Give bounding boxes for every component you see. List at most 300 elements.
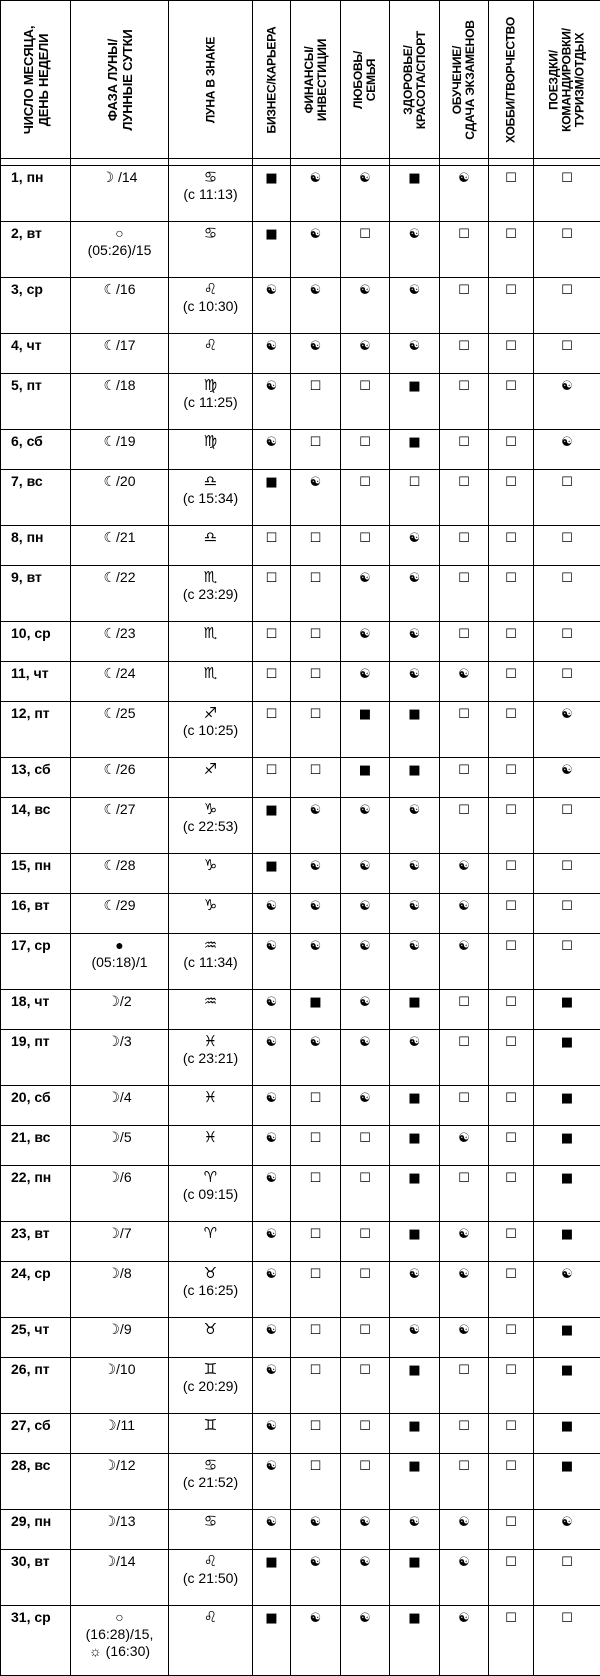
moon-phase-cell	[71, 278, 169, 334]
filled-square-icon: ■	[561, 1324, 573, 1337]
moon-phase-cell	[71, 222, 169, 278]
sign-change-time: (с 15:34)	[169, 490, 252, 507]
finance-cell	[291, 702, 341, 758]
yin-yang-icon: ☯	[561, 708, 573, 721]
sign-change-time: (с 16:25)	[169, 1282, 252, 1299]
header-spacer-row	[1, 159, 600, 166]
moon-phase-cell	[71, 1510, 169, 1550]
business-cell	[253, 1126, 291, 1166]
empty-square-icon: ☐	[561, 172, 573, 185]
moon-phase-icon: ☽/3	[71, 1033, 168, 1050]
empty-square-icon: ☐	[310, 380, 322, 393]
health-cell	[390, 526, 440, 566]
moon-phase-icon: ☽/4	[71, 1089, 168, 1106]
health-cell	[390, 1262, 440, 1318]
filled-square-icon: ■	[561, 996, 573, 1009]
business-cell	[253, 1086, 291, 1126]
filled-square-icon: ■	[408, 764, 420, 777]
yin-yang-icon: ☯	[359, 572, 371, 585]
table-row	[1, 166, 600, 222]
zodiac-icon: ♍	[169, 377, 252, 394]
moon-phase-icon: ☾/16	[71, 281, 168, 298]
day-cell: 30, вт	[1, 1550, 71, 1606]
yin-yang-icon: ☯	[561, 380, 573, 393]
hobby-cell	[489, 1222, 534, 1262]
finance-cell	[291, 278, 341, 334]
yin-yang-icon: ☯	[359, 172, 371, 185]
day-cell: 2, вт	[1, 222, 71, 278]
moon-sign-cell	[169, 1126, 253, 1166]
filled-square-icon: ■	[408, 1612, 420, 1625]
empty-square-icon: ☐	[505, 572, 517, 585]
study-cell	[440, 430, 489, 470]
love-cell	[341, 526, 390, 566]
empty-square-icon: ☐	[458, 708, 470, 721]
empty-square-icon: ☐	[266, 764, 278, 777]
love-cell	[341, 894, 390, 934]
day-cell: 25, чт	[1, 1318, 71, 1358]
empty-square-icon: ☐	[505, 1036, 517, 1049]
moon-sign-cell	[169, 334, 253, 374]
yin-yang-icon: ☯	[458, 1612, 470, 1625]
filled-square-icon: ■	[265, 172, 277, 185]
yin-yang-icon: ☯	[458, 860, 470, 873]
travel-cell	[534, 166, 600, 222]
table-row	[1, 702, 600, 758]
business-cell	[253, 166, 291, 222]
health-cell	[390, 854, 440, 894]
day-cell: 3, ср	[1, 278, 71, 334]
yin-yang-icon: ☯	[409, 1268, 421, 1281]
yin-yang-icon: ☯	[310, 1612, 322, 1625]
love-cell	[341, 1454, 390, 1510]
moon-phase-cell	[71, 758, 169, 798]
header-love: ЛЮБОВЬ/ СЕМЬЯ	[341, 1, 390, 159]
hobby-cell	[489, 566, 534, 622]
love-cell	[341, 1318, 390, 1358]
empty-square-icon: ☐	[458, 1364, 470, 1377]
zodiac-icon: ♌	[169, 337, 252, 354]
empty-square-icon: ☐	[458, 1172, 470, 1185]
empty-square-icon: ☐	[561, 900, 573, 913]
zodiac-icon: ♋	[169, 1513, 252, 1530]
hobby-cell	[489, 798, 534, 854]
empty-square-icon: ☐	[505, 900, 517, 913]
empty-square-icon: ☐	[310, 1324, 322, 1337]
yin-yang-icon: ☯	[359, 1092, 371, 1105]
yin-yang-icon: ☯	[359, 1516, 371, 1529]
moon-phase-icon: ☾/23	[71, 625, 168, 642]
yin-yang-icon: ☯	[409, 1516, 421, 1529]
empty-square-icon: ☐	[561, 228, 573, 241]
yin-yang-icon: ☯	[310, 804, 322, 817]
moon-sign-cell	[169, 854, 253, 894]
header-travel: ПОЕЗДКИ/ КОМАНДИРОВКИ/ ТУРИЗМ/ОТДЫХ	[534, 1, 600, 159]
finance-cell	[291, 470, 341, 526]
finance-cell	[291, 1358, 341, 1414]
sign-change-time: (с 11:34)	[169, 954, 252, 971]
travel-cell	[534, 1414, 600, 1454]
moon-phase-cell	[71, 662, 169, 702]
yin-yang-icon: ☯	[409, 668, 421, 681]
moon-phase-icon: ☾/29	[71, 897, 168, 914]
yin-yang-icon: ☯	[561, 1268, 573, 1281]
study-cell	[440, 854, 489, 894]
empty-square-icon: ☐	[359, 1364, 371, 1377]
zodiac-icon: ♎	[169, 473, 252, 490]
yin-yang-icon: ☯	[359, 340, 371, 353]
moon-sign-cell	[169, 1550, 253, 1606]
study-cell	[440, 702, 489, 758]
moon-phase-cell	[71, 934, 169, 990]
health-cell	[390, 222, 440, 278]
day-cell: 15, пн	[1, 854, 71, 894]
empty-square-icon: ☐	[359, 1228, 371, 1241]
filled-square-icon: ■	[561, 1036, 573, 1049]
empty-square-icon: ☐	[458, 340, 470, 353]
business-cell	[253, 1358, 291, 1414]
empty-square-icon: ☐	[458, 228, 470, 241]
empty-square-icon: ☐	[266, 628, 278, 641]
moon-phase-cell	[71, 894, 169, 934]
table-row	[1, 1454, 600, 1510]
empty-square-icon: ☐	[505, 1132, 517, 1145]
love-cell	[341, 1262, 390, 1318]
header-business: БИЗНЕС/КАРЬЕРА	[253, 1, 291, 159]
study-cell	[440, 1550, 489, 1606]
yin-yang-icon: ☯	[310, 1036, 322, 1049]
yin-yang-icon: ☯	[458, 1516, 470, 1529]
yin-yang-icon: ☯	[409, 340, 421, 353]
zodiac-icon: ♎	[169, 529, 252, 546]
moon-phase-icon: ☽/12	[71, 1457, 168, 1474]
travel-cell	[534, 1126, 600, 1166]
table-row	[1, 470, 600, 526]
moon-sign-cell	[169, 470, 253, 526]
table-row	[1, 278, 600, 334]
yin-yang-icon: ☯	[458, 1228, 470, 1241]
zodiac-icon: ♐	[169, 705, 252, 722]
moon-phase-icon: ☾/26	[71, 761, 168, 778]
yin-yang-icon: ☯	[310, 228, 322, 241]
empty-square-icon: ☐	[505, 1228, 517, 1241]
love-cell	[341, 854, 390, 894]
study-cell	[440, 798, 489, 854]
empty-square-icon: ☐	[561, 284, 573, 297]
empty-square-icon: ☐	[310, 1132, 322, 1145]
travel-cell	[534, 1030, 600, 1086]
yin-yang-icon: ☯	[409, 804, 421, 817]
study-cell	[440, 278, 489, 334]
moon-phase-cell	[71, 1030, 169, 1086]
empty-square-icon: ☐	[310, 764, 322, 777]
moon-sign-cell	[169, 1318, 253, 1358]
moon-sign-cell	[169, 1358, 253, 1414]
header-day: ЧИСЛО МЕСЯЦА, ДЕНЬ НЕДЕЛИ	[1, 1, 71, 159]
moon-sign-cell	[169, 430, 253, 470]
empty-square-icon: ☐	[310, 1420, 322, 1433]
hobby-cell	[489, 1126, 534, 1166]
filled-square-icon: ■	[265, 804, 277, 817]
business-cell	[253, 566, 291, 622]
yin-yang-icon: ☯	[310, 900, 322, 913]
zodiac-icon: ♈	[169, 1169, 252, 1186]
day-cell: 12, пт	[1, 702, 71, 758]
yin-yang-icon: ☯	[310, 940, 322, 953]
filled-square-icon: ■	[265, 1556, 277, 1569]
study-cell	[440, 758, 489, 798]
empty-square-icon: ☐	[310, 1364, 322, 1377]
empty-square-icon: ☐	[310, 532, 322, 545]
table-row	[1, 854, 600, 894]
hobby-cell	[489, 1166, 534, 1222]
empty-square-icon: ☐	[561, 860, 573, 873]
filled-square-icon: ■	[561, 1092, 573, 1105]
moon-sign-cell	[169, 526, 253, 566]
empty-square-icon: ☐	[310, 708, 322, 721]
empty-square-icon: ☐	[505, 708, 517, 721]
zodiac-icon: ♓	[169, 1129, 252, 1146]
yin-yang-icon: ☯	[561, 436, 573, 449]
zodiac-icon: ♓	[169, 1033, 252, 1050]
empty-square-icon: ☐	[458, 380, 470, 393]
business-cell	[253, 798, 291, 854]
sign-change-time: (с 23:29)	[169, 586, 252, 603]
travel-cell	[534, 1606, 600, 1676]
moon-sign-cell	[169, 894, 253, 934]
zodiac-icon: ♌	[169, 1609, 252, 1626]
moon-phase-cell	[71, 470, 169, 526]
empty-square-icon: ☐	[359, 1420, 371, 1433]
business-cell	[253, 430, 291, 470]
empty-square-icon: ☐	[359, 1324, 371, 1337]
zodiac-icon: ♌	[169, 1553, 252, 1570]
health-cell	[390, 622, 440, 662]
study-cell	[440, 1318, 489, 1358]
moon-sign-cell	[169, 758, 253, 798]
zodiac-icon: ♐	[169, 761, 252, 778]
moon-sign-cell	[169, 1222, 253, 1262]
empty-square-icon: ☐	[359, 380, 371, 393]
travel-cell	[534, 622, 600, 662]
hobby-cell	[489, 1318, 534, 1358]
travel-cell	[534, 334, 600, 374]
finance-cell	[291, 374, 341, 430]
moon-phase-cell	[71, 1126, 169, 1166]
table-row	[1, 1086, 600, 1126]
empty-square-icon: ☐	[505, 1172, 517, 1185]
hobby-cell	[489, 1414, 534, 1454]
moon-sign-cell	[169, 1030, 253, 1086]
hobby-cell	[489, 622, 534, 662]
moon-phase-cell	[71, 430, 169, 470]
empty-square-icon: ☐	[310, 668, 322, 681]
filled-square-icon: ■	[561, 1228, 573, 1241]
empty-square-icon: ☐	[505, 228, 517, 241]
business-cell	[253, 278, 291, 334]
yin-yang-icon: ☯	[266, 1420, 278, 1433]
header-row	[1, 1, 600, 159]
day-cell: 14, вс	[1, 798, 71, 854]
filled-square-icon: ■	[561, 1460, 573, 1473]
empty-square-icon: ☐	[561, 476, 573, 489]
health-cell	[390, 758, 440, 798]
empty-square-icon: ☐	[505, 284, 517, 297]
travel-cell	[534, 470, 600, 526]
yin-yang-icon: ☯	[266, 1172, 278, 1185]
study-cell	[440, 222, 489, 278]
hobby-cell	[489, 1454, 534, 1510]
finance-cell	[291, 934, 341, 990]
health-cell	[390, 1414, 440, 1454]
love-cell	[341, 798, 390, 854]
empty-square-icon: ☐	[359, 1132, 371, 1145]
travel-cell	[534, 526, 600, 566]
business-cell	[253, 334, 291, 374]
moon-phase-icon: ☽/13	[71, 1513, 168, 1530]
day-cell: 27, сб	[1, 1414, 71, 1454]
header-health: ЗДОРОВЬЕ/ КРАСОТА/СПОРТ	[390, 1, 440, 159]
zodiac-icon: ♈	[169, 1225, 252, 1242]
travel-cell	[534, 894, 600, 934]
yin-yang-icon: ☯	[409, 1324, 421, 1337]
love-cell	[341, 566, 390, 622]
empty-square-icon: ☐	[458, 1420, 470, 1433]
moon-phase-icon: ☾/17	[71, 337, 168, 354]
love-cell	[341, 334, 390, 374]
finance-cell	[291, 798, 341, 854]
yin-yang-icon: ☯	[310, 1516, 322, 1529]
travel-cell	[534, 1550, 600, 1606]
business-cell	[253, 662, 291, 702]
moon-sign-cell	[169, 1166, 253, 1222]
love-cell	[341, 758, 390, 798]
business-cell	[253, 526, 291, 566]
finance-cell	[291, 1126, 341, 1166]
yin-yang-icon: ☯	[310, 284, 322, 297]
table-row	[1, 374, 600, 430]
empty-square-icon: ☐	[561, 532, 573, 545]
day-cell: 17, ср	[1, 934, 71, 990]
finance-cell	[291, 222, 341, 278]
moon-sign-cell	[169, 934, 253, 990]
moon-phase-icon: ☽/11	[71, 1417, 168, 1434]
travel-cell	[534, 798, 600, 854]
health-cell	[390, 1222, 440, 1262]
study-cell	[440, 1262, 489, 1318]
moon-sign-cell	[169, 566, 253, 622]
moon-phase-icon: ☾/24	[71, 665, 168, 682]
yin-yang-icon: ☯	[458, 1556, 470, 1569]
table-row	[1, 1166, 600, 1222]
zodiac-icon: ♊	[169, 1361, 252, 1378]
finance-cell	[291, 1550, 341, 1606]
hobby-cell	[489, 854, 534, 894]
hobby-cell	[489, 758, 534, 798]
love-cell	[341, 1086, 390, 1126]
health-cell	[390, 1166, 440, 1222]
travel-cell	[534, 278, 600, 334]
empty-square-icon: ☐	[458, 284, 470, 297]
business-cell	[253, 1262, 291, 1318]
moon-phase-cell	[71, 166, 169, 222]
empty-square-icon: ☐	[310, 572, 322, 585]
empty-square-icon: ☐	[505, 1612, 517, 1625]
study-cell	[440, 1358, 489, 1414]
yin-yang-icon: ☯	[458, 940, 470, 953]
yin-yang-icon: ☯	[359, 940, 371, 953]
study-cell	[440, 526, 489, 566]
filled-square-icon: ■	[561, 1364, 573, 1377]
table-row	[1, 1358, 600, 1414]
moon-phase-icon: ☾/25	[71, 705, 168, 722]
sign-change-time: (с 10:30)	[169, 298, 252, 315]
table-row	[1, 526, 600, 566]
day-cell: 19, пт	[1, 1030, 71, 1086]
yin-yang-icon: ☯	[359, 860, 371, 873]
yin-yang-icon: ☯	[266, 1228, 278, 1241]
yin-yang-icon: ☯	[310, 860, 322, 873]
sign-change-time: (с 20:29)	[169, 1378, 252, 1395]
filled-square-icon: ■	[265, 1612, 277, 1625]
table-row	[1, 990, 600, 1030]
day-cell: 31, ср	[1, 1606, 71, 1676]
empty-square-icon: ☐	[505, 1556, 517, 1569]
filled-square-icon: ■	[408, 996, 420, 1009]
moon-phase-icon: ●	[71, 937, 168, 954]
study-cell	[440, 566, 489, 622]
travel-cell	[534, 990, 600, 1030]
business-cell	[253, 222, 291, 278]
table-row	[1, 1550, 600, 1606]
yin-yang-icon: ☯	[458, 172, 470, 185]
empty-square-icon: ☐	[505, 532, 517, 545]
health-cell	[390, 470, 440, 526]
zodiac-icon: ♒	[169, 937, 252, 954]
yin-yang-icon: ☯	[561, 764, 573, 777]
empty-square-icon: ☐	[310, 1172, 322, 1185]
moon-sign-cell	[169, 1606, 253, 1676]
zodiac-icon: ♏	[169, 665, 252, 682]
travel-cell	[534, 934, 600, 990]
travel-cell	[534, 1086, 600, 1126]
health-cell	[390, 1358, 440, 1414]
moon-sign-cell	[169, 1454, 253, 1510]
zodiac-icon: ♊	[169, 1417, 252, 1434]
moon-phase-icon: ☾/21	[71, 529, 168, 546]
yin-yang-icon: ☯	[409, 860, 421, 873]
table-row	[1, 662, 600, 702]
empty-square-icon: ☐	[505, 172, 517, 185]
empty-square-icon: ☐	[505, 668, 517, 681]
yin-yang-icon: ☯	[409, 572, 421, 585]
day-cell: 22, пн	[1, 1166, 71, 1222]
travel-cell	[534, 1358, 600, 1414]
moon-sign-cell	[169, 374, 253, 430]
moon-phase-cell	[71, 1086, 169, 1126]
yin-yang-icon: ☯	[359, 996, 371, 1009]
zodiac-icon: ♒	[169, 993, 252, 1010]
finance-cell	[291, 526, 341, 566]
empty-square-icon: ☐	[458, 996, 470, 1009]
business-cell	[253, 622, 291, 662]
empty-square-icon: ☐	[458, 804, 470, 817]
love-cell	[341, 1510, 390, 1550]
hobby-cell	[489, 470, 534, 526]
yin-yang-icon: ☯	[359, 900, 371, 913]
study-cell	[440, 1606, 489, 1676]
hobby-cell	[489, 222, 534, 278]
